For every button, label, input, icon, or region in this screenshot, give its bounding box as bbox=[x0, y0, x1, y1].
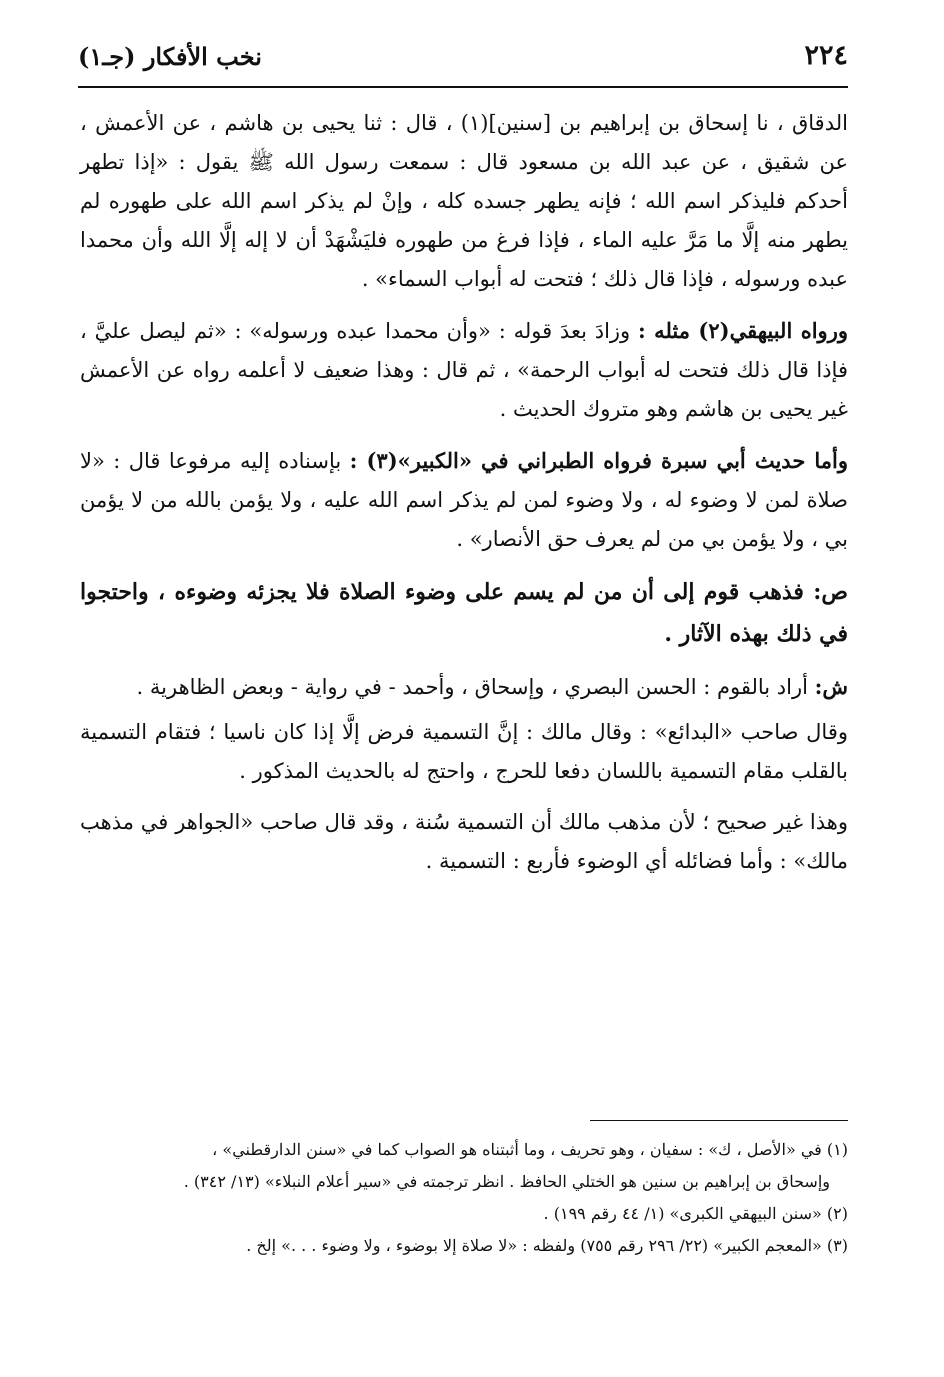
header-divider bbox=[78, 86, 848, 88]
paragraph-bayhaqi-lead: ورواه البيهقي(٢) مثله : bbox=[638, 318, 848, 343]
footnotes bbox=[96, 1134, 848, 1262]
footnote-divider bbox=[590, 1120, 848, 1121]
footnote-3: (٣) «المعجم الكبير» (٢٢/ ٢٩٦ رقم ٧٥٥) ولفظه : «لا صلاة إلا بوضوء ، ولا وضوء . . .» إلخ . bbox=[246, 1236, 848, 1255]
paragraph-hadith-ibn-masud: الدقاق ، نا إسحاق بن إبراهيم بن [سنين](١) ، قال : ثنا يحيى بن هاشم ، عن الأعمش ، عن شقيق ، عن عبد الله بن مسعود قال : سمعت رسول الله ﷺ يقول : «إذا تطهر أحدكم فليذكر اسم الله ؛ فإنه يطهر جسده كله ، وإنْ لم يذكر اسم الله على طهوره لم يطهر منه إلَّا ما مَرَّ عليه الماء ، فإذا فرغ من طهوره فليَشْهَدْ أن لا إله إلَّا الله وأن محمدا عبده ورسوله ، فإذا قال ذلك ؛ فتحت له أبواب السماء» . bbox=[80, 111, 848, 291]
page-number: ٢٢٤ bbox=[804, 40, 848, 71]
paragraph-abu-sabra-text: بإسناده إليه مرفوعا قال : «لا صلاة لمن لا وضوء له ، ولا وضوء لمن لم يذكر اسم الله عليه ، ولا يؤمن بالله من لا يؤمن بي ، ولا يؤمن بي من لم يعرف حق الأنصار» . bbox=[80, 449, 848, 551]
footnote-1-continuation: وإسحاق بن إبراهيم بن سنين هو الختلي الحافظ . انظر ترجمته في «سير أعلام النبلاء» (١٣/ ٣٤٢) . bbox=[183, 1172, 830, 1191]
page-header bbox=[78, 38, 848, 78]
paragraph-abu-sabra bbox=[80, 441, 848, 559]
paragraph-jawahir: وهذا غير صحيح ؛ لأن مذهب مالك أن التسمية سُنة ، وقد قال صاحب «الجواهر في مذهب مالك» : وأما فضائله أي الوضوء فأربع : التسمية . bbox=[80, 810, 848, 873]
paragraph-badai: وقال صاحب «البدائع» : وقال مالك : إنَّ التسمية فرض إلَّا إذا كان ناسيا ؛ فتقام التسمية بالقلب مقام التسمية باللسان دفعا للحرج ، واحتج له بالحديث المذكور . bbox=[80, 720, 848, 783]
paragraph-sharh bbox=[80, 667, 848, 707]
paragraph-sharh-text: أراد بالقوم : الحسن البصري ، وإسحاق ، وأحمد - في رواية - وبعض الظاهرية . bbox=[136, 675, 808, 699]
paragraph-abu-sabra-lead: وأما حديث أبي سبرة فرواه الطبراني في «الكبير»(٣) : bbox=[349, 448, 849, 473]
footnote-1: (١) في «الأصل ، ك» : سفيان ، وهو تحريف ، وما أثبتناه هو الصواب كما في «سنن الدارقطني» ، bbox=[212, 1140, 848, 1159]
paragraph-bayhaqi-text: وزادَ بعدَ قوله : «وأن محمدا عبده ورسوله» : «ثم ليصل عليَّ ، فإذا قال ذلك فتحت له أبواب الرحمة» ، ثم قال : وهذا ضعيف لا أعلمه رواه عن الأعمش غير يحيى بن هاشم وهو متروك الحديث . bbox=[80, 319, 848, 421]
running-title: نخب الأفكار (جـ١) bbox=[78, 42, 262, 71]
footnote-2: (٢) «سنن البيهقي الكبرى» (١/ ٤٤ رقم ١٩٩) . bbox=[543, 1204, 848, 1223]
paragraph-sharh-lead: ش: bbox=[814, 674, 848, 699]
paragraph-matn: ص: فذهب قوم إلى أن من لم يسم على وضوء الصلاة فلا يجزئه وضوءه ، واحتجوا في ذلك بهذه الآثار . bbox=[80, 579, 848, 647]
paragraph-bayhaqi bbox=[80, 311, 848, 429]
main-text bbox=[80, 104, 848, 893]
